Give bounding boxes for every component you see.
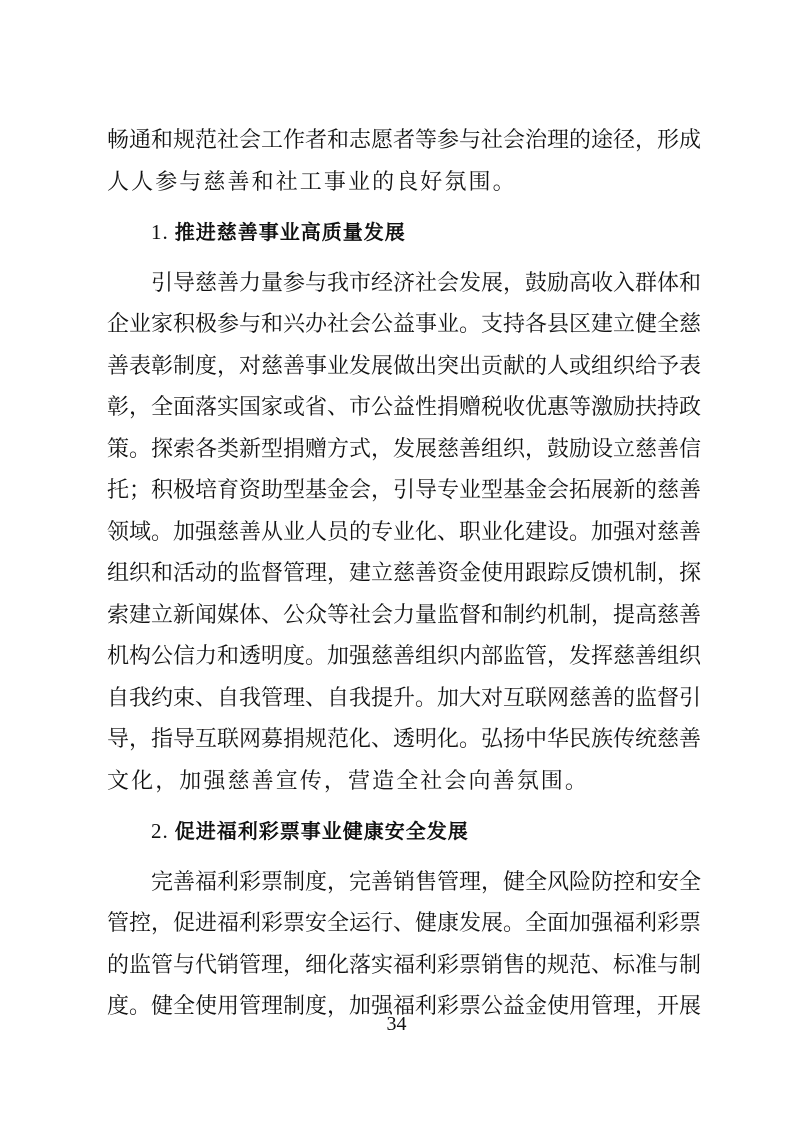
paragraph-line: 自我约束、自我管理、自我提升。加大对互联网慈善的监督引 bbox=[107, 685, 702, 711]
section-number: 1. bbox=[151, 220, 169, 244]
paragraph-line: 善表彰制度，对慈善事业发展做出突出贡献的人或组织给予表 bbox=[107, 353, 702, 379]
document-body bbox=[107, 120, 702, 1028]
paragraph-line: 企业家积极参与和兴办社会公益事业。支持各县区建立健全慈 bbox=[107, 312, 702, 337]
section-number: 2. bbox=[151, 819, 169, 843]
paragraph-line: 文化，加强慈善宣传，营造全社会向善氛围。 bbox=[107, 768, 590, 794]
section-title: 推进慈善事业高质量发展 bbox=[174, 220, 406, 244]
paragraph-line: 人人参与慈善和社工事业的良好氛围。 bbox=[107, 169, 517, 195]
paragraph-line: 组织和活动的监督管理，建立慈善资金使用跟踪反馈机制，探 bbox=[107, 561, 702, 586]
paragraph-line: 索建立新闻媒体、公众等社会力量监督和制约机制，提高慈善 bbox=[107, 602, 702, 628]
paragraph-line: 完善福利彩票制度，完善销售管理，健全风险防控和安全 bbox=[151, 869, 702, 895]
section-heading bbox=[107, 811, 689, 853]
page-number: 34 bbox=[386, 1013, 407, 1035]
paragraph-line: 管控，促进福利彩票安全运行、健康发展。全面加强福利彩票 bbox=[107, 911, 702, 936]
section-heading bbox=[107, 212, 689, 254]
paragraph-line: 彰，全面落实国家或省、市公益性捐赠税收优惠等激励扶持政 bbox=[107, 395, 702, 420]
paragraph-line: 引导慈善力量参与我市经济社会发展，鼓励高收入群体和 bbox=[151, 270, 702, 296]
paragraph-line: 的监管与代销管理，细化落实福利彩票销售的规范、标准与制 bbox=[107, 952, 702, 978]
paragraph-line: 畅通和规范社会工作者和志愿者等参与社会治理的途径，形成 bbox=[107, 128, 702, 153]
paragraph-line: 托；积极培育资助型基金会，引导专业型基金会拓展新的慈善 bbox=[107, 478, 702, 503]
paragraph-line: 机构公信力和透明度。加强慈善组织内部监管，发挥慈善组织 bbox=[107, 644, 702, 669]
paragraph-line: 领域。加强慈善从业人员的专业化、职业化建设。加强对慈善 bbox=[107, 519, 702, 545]
paragraph-line: 导，指导互联网募捐规范化、透明化。弘扬中华民族传统慈善 bbox=[107, 727, 702, 752]
paragraph-line: 策。探索各类新型捐赠方式，发展慈善组织，鼓励设立慈善信 bbox=[107, 436, 702, 462]
section-title: 促进福利彩票事业健康安全发展 bbox=[174, 819, 469, 843]
paragraph-line: 度。健全使用管理制度，加强福利彩票公益金使用管理，开展 bbox=[107, 994, 702, 1019]
